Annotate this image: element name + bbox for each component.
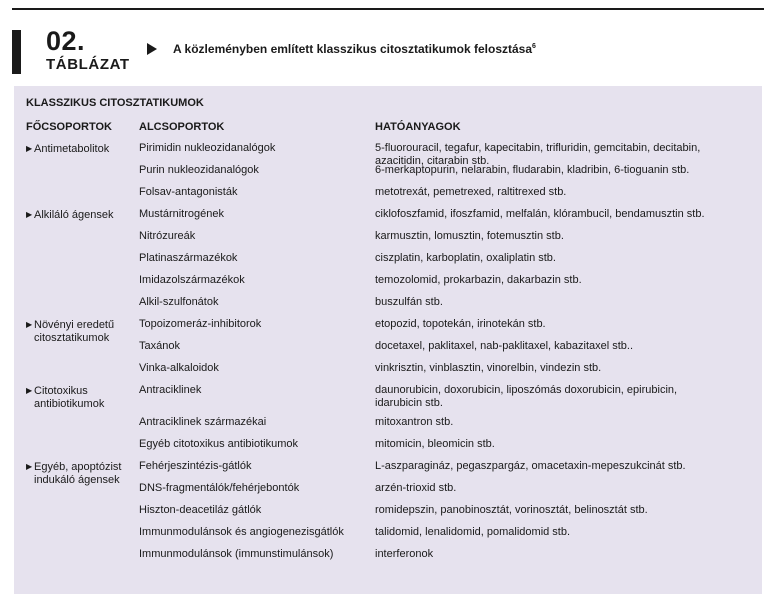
agents-cell (375, 318, 750, 331)
table-word: TÁBLÁZAT (46, 56, 130, 73)
table-number: 02. (46, 26, 86, 56)
bullet-arrow-icon: ▶ (26, 462, 33, 471)
subgroup-cell: Antraciklinek származékai (139, 416, 267, 428)
agents-cell (375, 296, 750, 309)
subgroup-cell: Antraciklinek (139, 384, 202, 396)
subgroup-cell: DNS-fragmentálók/fehérjebontók (139, 482, 300, 494)
subgroup-cell: Fehérjeszintézis-gátlók (139, 460, 252, 472)
main-group-cell (26, 318, 136, 345)
main-group-label-line2: antibiotikumok (34, 398, 105, 410)
agents-cell (375, 252, 750, 265)
agents-cell (375, 164, 750, 177)
subgroup-cell: Mustárnitrogének (139, 208, 224, 220)
agents-line: talidomid, lenalidomid, pomalidomid stb. (375, 526, 571, 538)
subgroup-cell: Hiszton-deacetiláz gátlók (139, 504, 262, 516)
subgroup-cell: Purin nukleozidanalógok (139, 164, 259, 176)
agents-line: etopozid, topotekán, irinotekán stb. (375, 318, 546, 330)
agents-cell (375, 230, 750, 243)
agents-line: 5-fluorouracil, tegafur, kapecitabin, trifluridin, gemcitabin, decitabin, (375, 142, 701, 154)
subgroup-cell: Egyéb citotoxikus antibiotikumok (139, 438, 298, 450)
main-group-label-line2: indukáló ágensek (34, 474, 120, 486)
agents-cell (375, 460, 750, 473)
column-header-subgroups: ALCSOPORTOK (139, 121, 225, 133)
subgroup-cell: Folsav-antagonisták (139, 186, 238, 198)
agents-line: buszulfán stb. (375, 296, 443, 308)
agents-cell (375, 340, 750, 353)
agents-cell (375, 482, 750, 495)
agents-line: mitoxantron stb. (375, 416, 454, 428)
agents-line: 6-merkaptopurin, nelarabin, fludarabin, kladribin, 6-tioguanin stb. (375, 164, 690, 176)
agents-line: temozolomid, prokarbazin, dakarbazin stb. (375, 274, 582, 286)
subgroup-cell: Immunmodulánsok és angiogenezisgátlók (139, 526, 344, 538)
subgroup-cell: Vinka-alkaloidok (139, 362, 219, 374)
section-title: KLASSZIKUS CITOSZTATIKUMOK (26, 97, 204, 109)
subgroup-cell: Alkil-szulfonátok (139, 296, 219, 308)
top-rule (12, 8, 764, 10)
agents-cell (375, 438, 750, 451)
agents-cell (375, 416, 750, 429)
subgroup-cell: Immunmodulánsok (immunstimulánsok) (139, 548, 334, 560)
subgroup-cell: Imidazolszármazékok (139, 274, 245, 286)
agents-line: mitomicin, bleomicin stb. (375, 438, 495, 450)
caption-arrow-icon (147, 43, 157, 55)
bullet-arrow-icon: ▶ (26, 386, 33, 395)
table-panel (14, 86, 762, 594)
column-header-main-groups: FŐCSOPORTOK (26, 121, 112, 133)
bullet-arrow-icon: ▶ (26, 320, 33, 329)
agents-line: karmusztin, lomusztin, fotemusztin stb. (375, 230, 564, 242)
subgroup-cell: Taxánok (139, 340, 180, 352)
agents-line-2: azacitidin, citarabin stb. (375, 155, 490, 167)
agents-line: docetaxel, paklitaxel, nab-paklitaxel, kabazitaxel stb.. (375, 340, 634, 352)
agents-cell (375, 362, 750, 375)
main-group-label: Egyéb, apoptózist (34, 461, 122, 473)
agents-cell (375, 548, 750, 561)
agents-cell (375, 186, 750, 199)
main-group-cell (26, 142, 136, 156)
caption-reference: 6 (532, 43, 536, 50)
caption-text: A közleményben említett klasszikus citosztatikumok felosztása (173, 42, 533, 56)
agents-cell (375, 504, 750, 517)
bullet-arrow-icon: ▶ (26, 210, 33, 219)
agents-cell (375, 208, 750, 221)
main-group-label: Növényi eredetű (34, 319, 115, 331)
subgroup-cell: Pirimidin nukleozidanalógok (139, 142, 276, 154)
agents-line: metotrexát, pemetrexed, raltitrexed stb. (375, 186, 567, 198)
agents-cell (375, 384, 750, 410)
column-header-agents: HATÓANYAGOK (375, 121, 461, 133)
agents-line: L-aszparagináz, pegaszpargáz, omacetaxin-mepeszukcinát stb. (375, 460, 686, 472)
agents-cell (375, 274, 750, 287)
agents-line-2: idarubicin stb. (375, 397, 443, 409)
main-group-label: Citotoxikus (34, 385, 88, 397)
agents-line: romidepszin, panobinosztát, vorinosztát, belinosztát stb. (375, 504, 648, 516)
main-group-cell (26, 208, 136, 222)
main-group-cell (26, 384, 136, 411)
agents-line: vinkrisztin, vinblasztin, vinorelbin, vindezin stb. (375, 362, 602, 374)
subgroup-cell: Nitrózureák (139, 230, 196, 242)
agents-line: ciszplatin, karboplatin, oxaliplatin stb. (375, 252, 556, 264)
subgroup-cell: Topoizomeráz-inhibitorok (139, 318, 262, 330)
main-group-label-line2: citosztatikumok (34, 332, 110, 344)
agents-line: arzén-trioxid stb. (375, 482, 457, 494)
bullet-arrow-icon: ▶ (26, 144, 33, 153)
main-group-label: Antimetabolitok (34, 143, 110, 155)
main-group-cell (26, 460, 136, 487)
table-caption (173, 41, 536, 57)
agents-line: ciklofoszfamid, ifoszfamid, melfalán, klórambucil, bendamusztin stb. (375, 208, 705, 220)
agents-line: interferonok (375, 548, 434, 560)
table-marker-bar (12, 30, 21, 74)
subgroup-cell: Platinaszármazékok (139, 252, 238, 264)
agents-cell (375, 526, 750, 539)
agents-line: daunorubicin, doxorubicin, liposzómás doxorubicin, epirubicin, (375, 384, 678, 396)
main-group-label: Alkiláló ágensek (34, 209, 114, 221)
